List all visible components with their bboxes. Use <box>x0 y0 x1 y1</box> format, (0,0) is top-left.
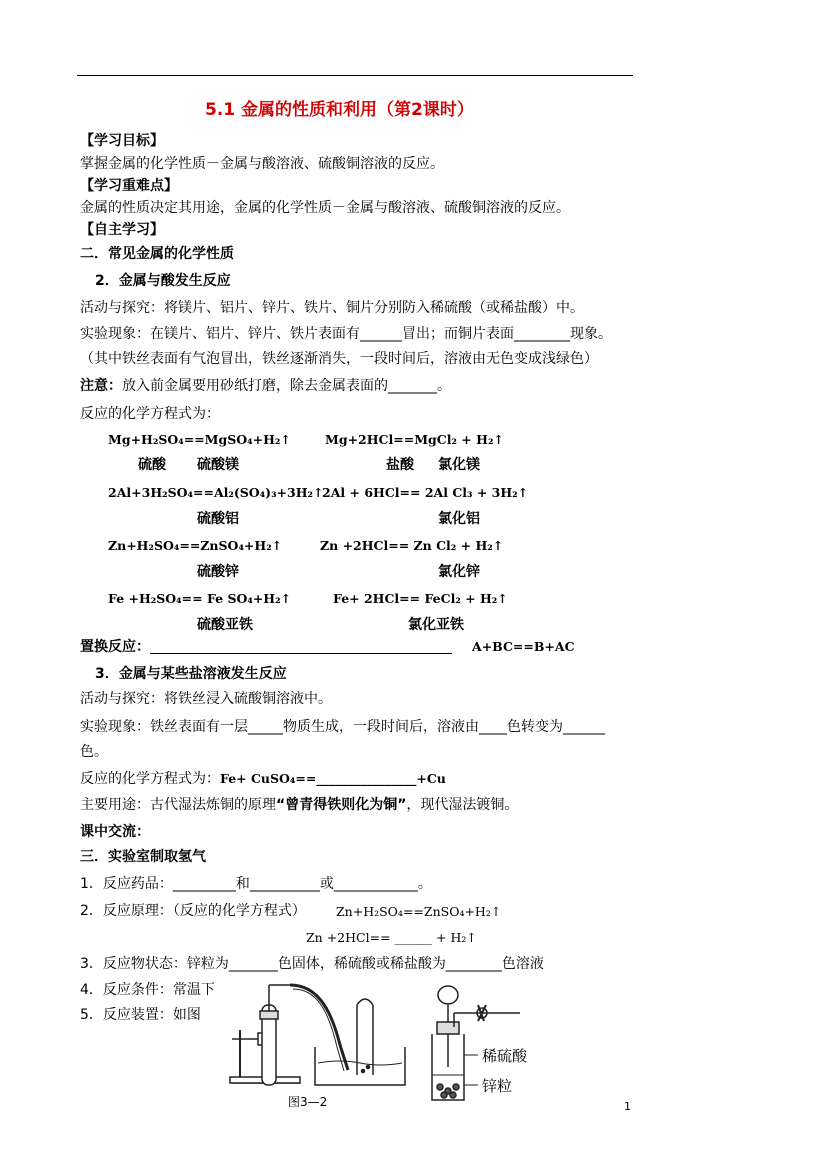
label-mgcl2: 氯化镁 <box>438 457 480 473</box>
section-3-heading: 三．实验室制取氢气 <box>80 849 206 865</box>
main-use-line <box>80 796 518 814</box>
page-number: 1 <box>624 1100 631 1113</box>
label-sulfuric-acid: 硫酸 <box>138 457 166 473</box>
class-exchange-heading: 课中交流： <box>80 824 150 840</box>
main-use-prefix: 主要用途：古代湿法炼铜的原理 <box>80 797 276 813</box>
main-use-suffix: ，现代湿法镀铜。 <box>406 797 519 813</box>
item-3-state: 3．反应物状态：锌粒为_______色固体，稀硫酸或稀盐酸为________色溶液 <box>80 956 544 972</box>
equation-mg-h2so4: Mg+H₂SO₄==MgSO₄+H₂↑ <box>108 432 291 447</box>
item-4-conditions: 4．反应条件：常温下 <box>80 982 215 998</box>
activity-1-text: 活动与探究：将镁片、铝片、锌片、铁片、铜片分别防入稀硫酸（或稀盐酸）中。 <box>80 300 584 316</box>
equation-fe-hcl: Fe+ 2HCl== FeCl₂ + H₂↑ <box>333 591 508 606</box>
label-feso4: 硫酸亚铁 <box>197 617 253 633</box>
item-5-apparatus: 5．反应装置：如图 <box>80 1007 201 1023</box>
label-hydrochloric-acid: 盐酸 <box>386 457 414 473</box>
label-alcl3: 氯化铝 <box>438 511 480 527</box>
item-2-equation-2: Zn +2HCl== ______ + H₂↑ <box>306 930 477 945</box>
figure-label-dilute-acid: 稀硫酸 <box>482 1047 528 1065</box>
note-line <box>80 377 451 395</box>
note-text: 放入前金属要用砂纸打磨，除去金属表面的_______。 <box>122 378 451 394</box>
figure-label-zinc: 锌粒 <box>482 1077 513 1095</box>
equation-2-line <box>80 770 446 788</box>
item-1-reagents: 1．反应药品：_________和__________或____________。 <box>80 876 432 892</box>
goal-text: 掌握金属的化学性质－金属与酸溶液、硫酸铜溶液的反应。 <box>80 156 444 172</box>
key-text: 金属的性质决定其用途，金属的化学性质－金属与酸溶液、硫酸铜溶液的反应。 <box>80 200 570 216</box>
page-title: 5.1 金属的性质和利用（第2课时） <box>205 100 474 120</box>
label-mgso4: 硫酸镁 <box>197 457 239 473</box>
equation-al-hcl: 2Al + 6HCl== 2Al Cl₃ + 3H₂↑ <box>322 485 529 500</box>
label-fecl2: 氯化亚铁 <box>408 617 464 633</box>
label-al2so43: 硫酸铝 <box>197 511 239 527</box>
equation-al-h2so4: 2Al+3H₂SO₄==Al₂(SO₄)₃+3H₂↑ <box>108 485 324 500</box>
replacement-answer-line <box>150 653 452 654</box>
main-use-quote: “曾青得铁则化为铜” <box>276 797 407 813</box>
equation-fe-cuso4: Fe+ CuSO₄==________________+Cu <box>220 771 446 786</box>
equation-mg-hcl: Mg+2HCl==MgCl₂ + H₂↑ <box>325 432 504 447</box>
equations-intro: 反应的化学方程式为： <box>80 406 220 422</box>
label-zncl2: 氯化锌 <box>438 564 480 580</box>
equation-fe-h2so4: Fe +H₂SO₄== Fe SO₄+H₂↑ <box>108 591 292 606</box>
figure-caption: 图3—2 <box>288 1095 328 1109</box>
key-heading: 【学习重难点】 <box>80 178 178 194</box>
equation-zn-h2so4: Zn+H₂SO₄==ZnSO₄+H₂↑ <box>108 538 283 553</box>
header-rule <box>77 75 633 76</box>
observation-2-end: 色。 <box>80 744 108 760</box>
item-2-equation-1: Zn+H₂SO₄==ZnSO₄+H₂↑ <box>336 904 502 919</box>
subsection-2-heading: 2．金属与酸发生反应 <box>95 273 231 289</box>
subsection-3-heading: 3．金属与某些盐溶液发生反应 <box>95 666 287 682</box>
replacement-reaction-label: 置换反应： <box>80 639 150 655</box>
observation-1-text: 实验现象：在镁片、铝片、锌片、铁片表面有______冒出；而铜片表面________现象。 <box>80 326 612 342</box>
section-2-heading: 二．常见金属的化学性质 <box>80 246 234 262</box>
goal-heading: 【学习目标】 <box>80 133 164 149</box>
apparatus-figure <box>220 975 550 1110</box>
equation-2-label: 反应的化学方程式为： <box>80 771 220 787</box>
observation-2-text: 实验现象：铁丝表面有一层_____物质生成，一段时间后，溶液由____色转变为______ <box>80 719 605 735</box>
observation-1-note: （其中铁丝表面有气泡冒出，铁丝逐渐消失，一段时间后，溶液由无色变成浅绿色） <box>80 351 598 367</box>
self-study-heading: 【自主学习】 <box>80 222 164 238</box>
activity-2-text: 活动与探究：将铁丝浸入硫酸铜溶液中。 <box>80 691 332 707</box>
equation-zn-hcl: Zn +2HCl== Zn Cl₂ + H₂↑ <box>320 538 504 553</box>
note-label: 注意： <box>80 378 122 394</box>
label-znso4: 硫酸锌 <box>197 564 239 580</box>
item-2-principle: 2．反应原理：（反应的化学方程式） <box>80 903 306 919</box>
replacement-formula: A+BC==B+AC <box>472 639 575 654</box>
